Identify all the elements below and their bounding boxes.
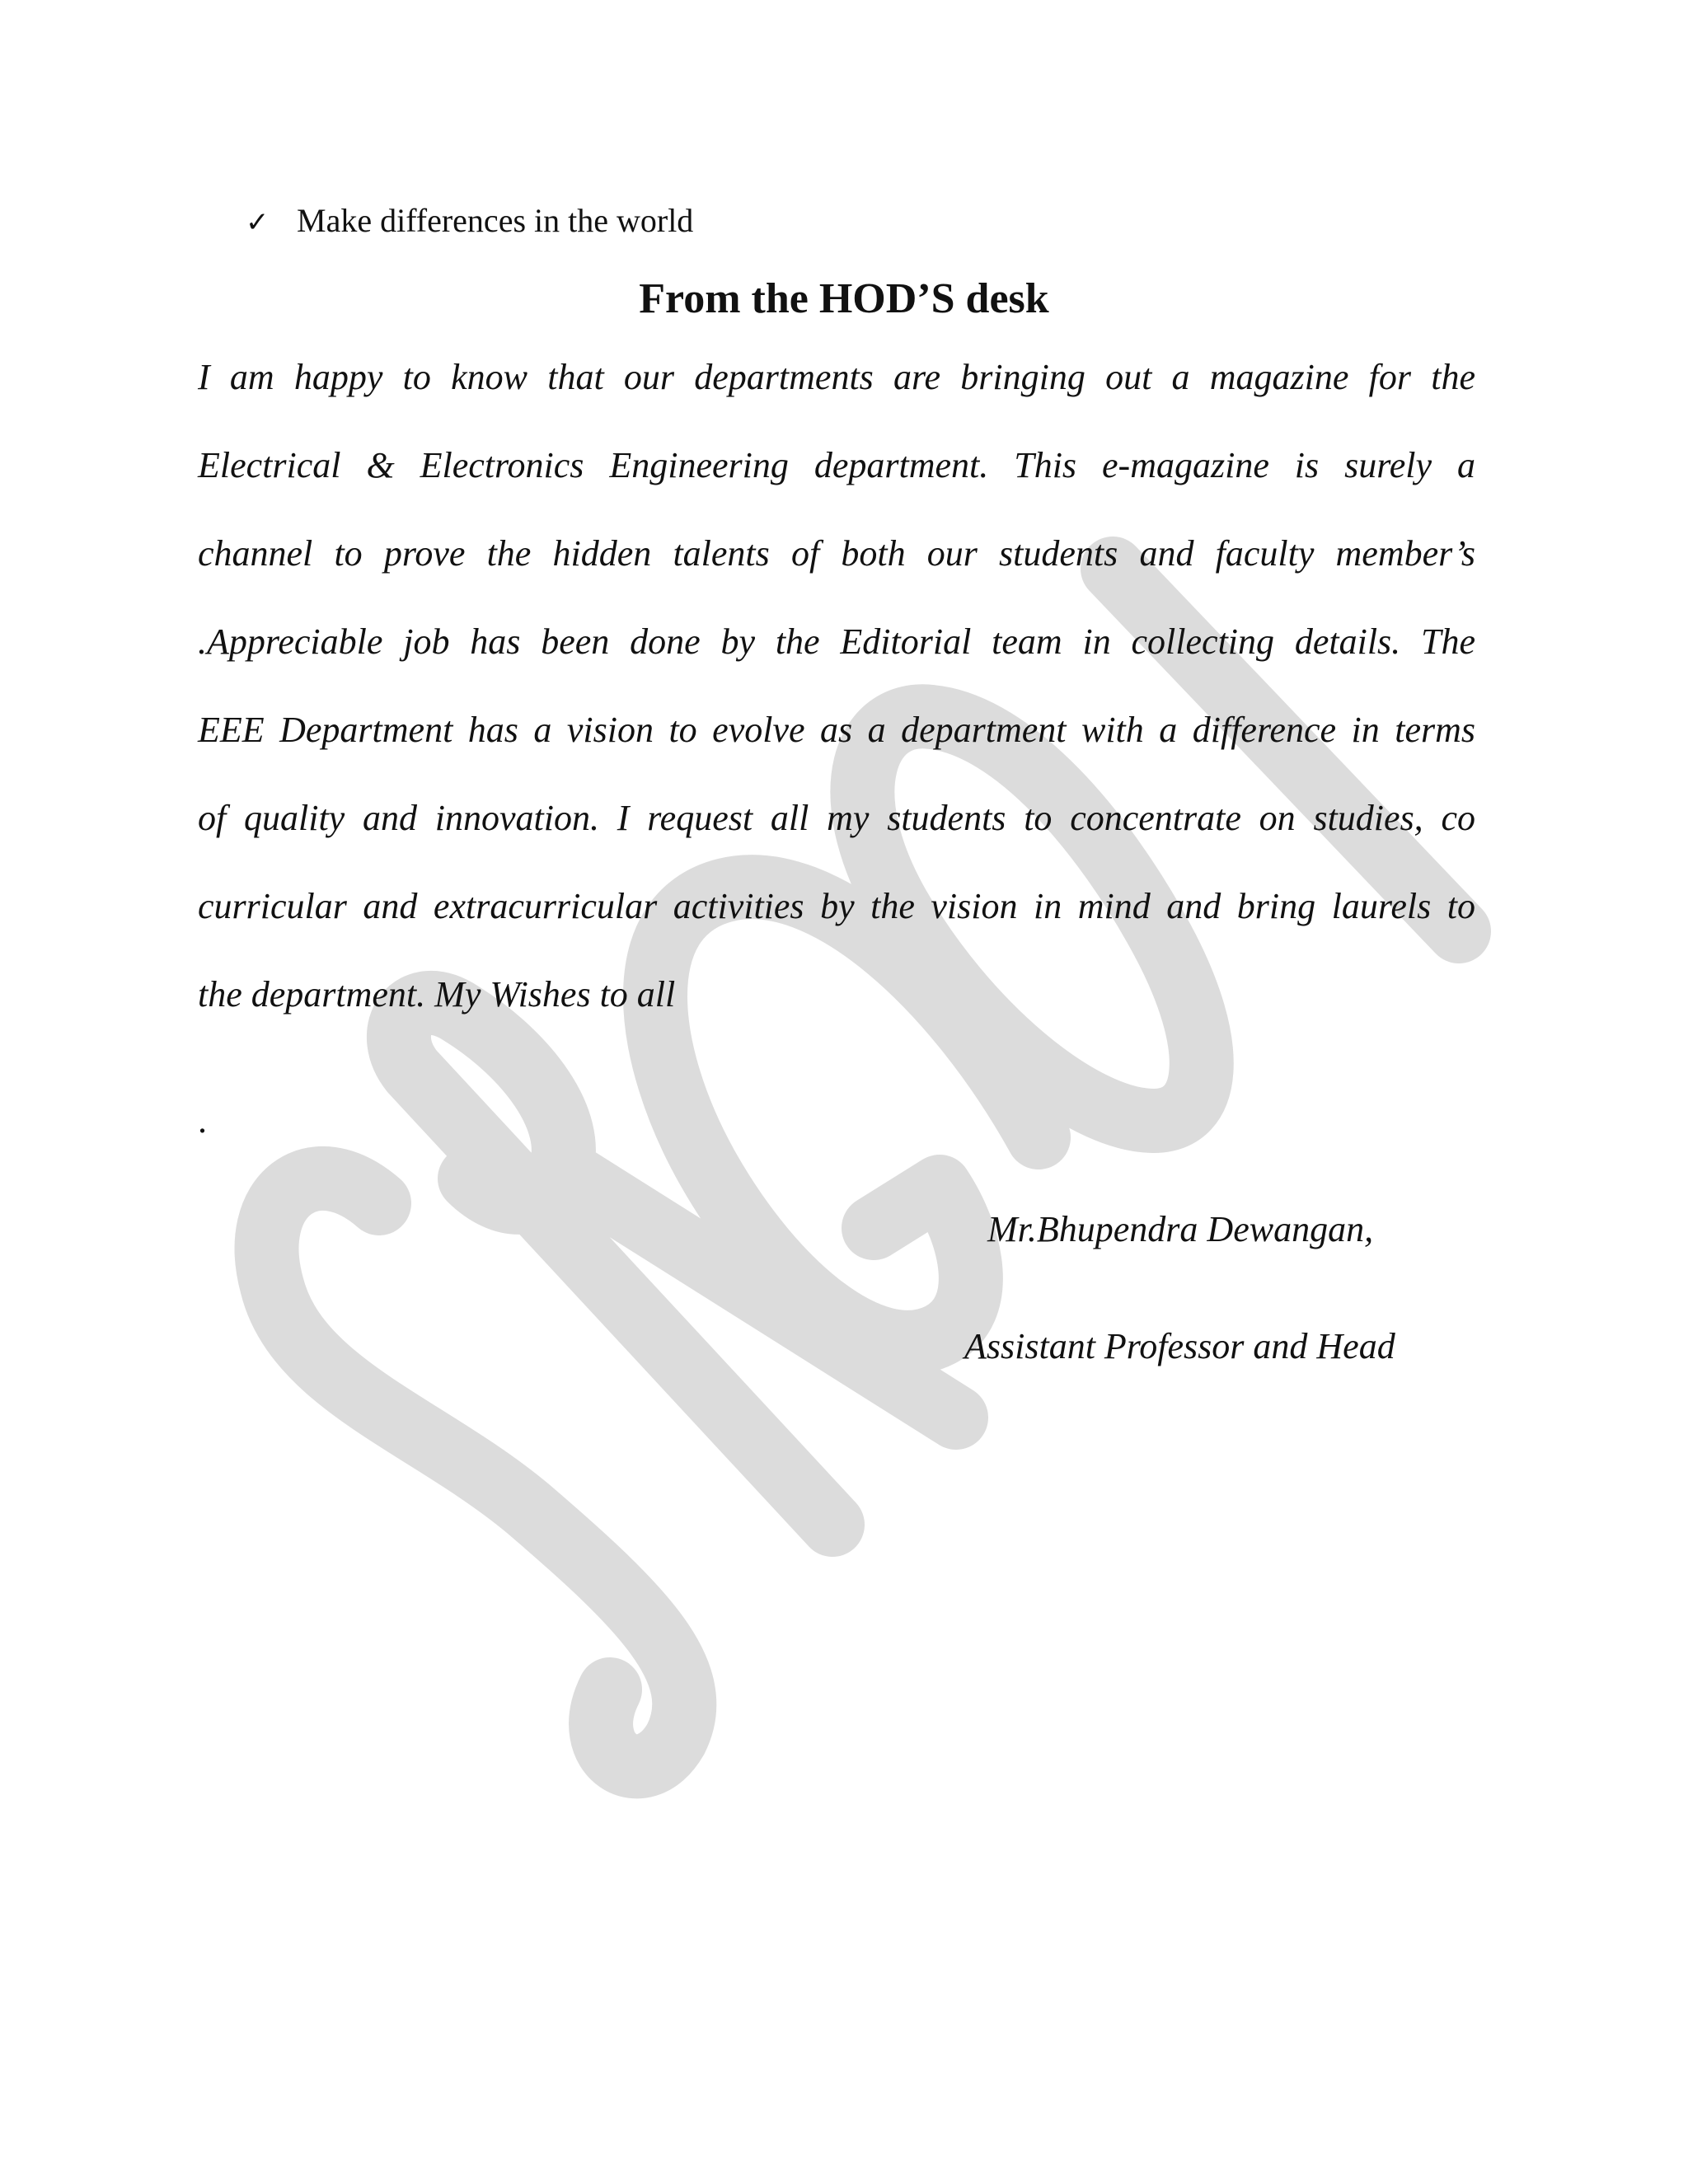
- paragraph-line: the department. My Wishes to all: [198, 974, 676, 1015]
- paragraph-line: EEE Department has a vision to evolve as a department with a difference in terms: [198, 710, 1475, 750]
- checkmark-icon: ✓: [246, 206, 270, 239]
- paragraph-line: of quality and innovation. I request all my students to concentrate on studies, co: [198, 798, 1475, 838]
- paragraph-line: Electrical & Electronics Engineering department. This e-magazine is surely a: [198, 445, 1475, 485]
- paragraph-line: .Appreciable job has been done by the Editorial team in collecting details. The: [198, 621, 1475, 662]
- paragraph-line: I am happy to know that our departments are bringing out a magazine for the: [198, 357, 1475, 397]
- bullet-item: [246, 196, 693, 247]
- page-title: From the HOD’S desk: [639, 275, 1049, 322]
- paragraph-line: channel to prove the hidden talents of both our students and faculty member’s: [198, 533, 1475, 574]
- bullet-text: Make differences in the world: [297, 202, 694, 239]
- signature-name: Mr.Bhupendra Dewangan,: [987, 1209, 1374, 1249]
- paragraph-line: curricular and extracurricular activities by the vision in mind and bring laurels to: [198, 886, 1475, 926]
- stray-period: .: [198, 1100, 207, 1141]
- signature-title: Assistant Professor and Head: [964, 1326, 1395, 1366]
